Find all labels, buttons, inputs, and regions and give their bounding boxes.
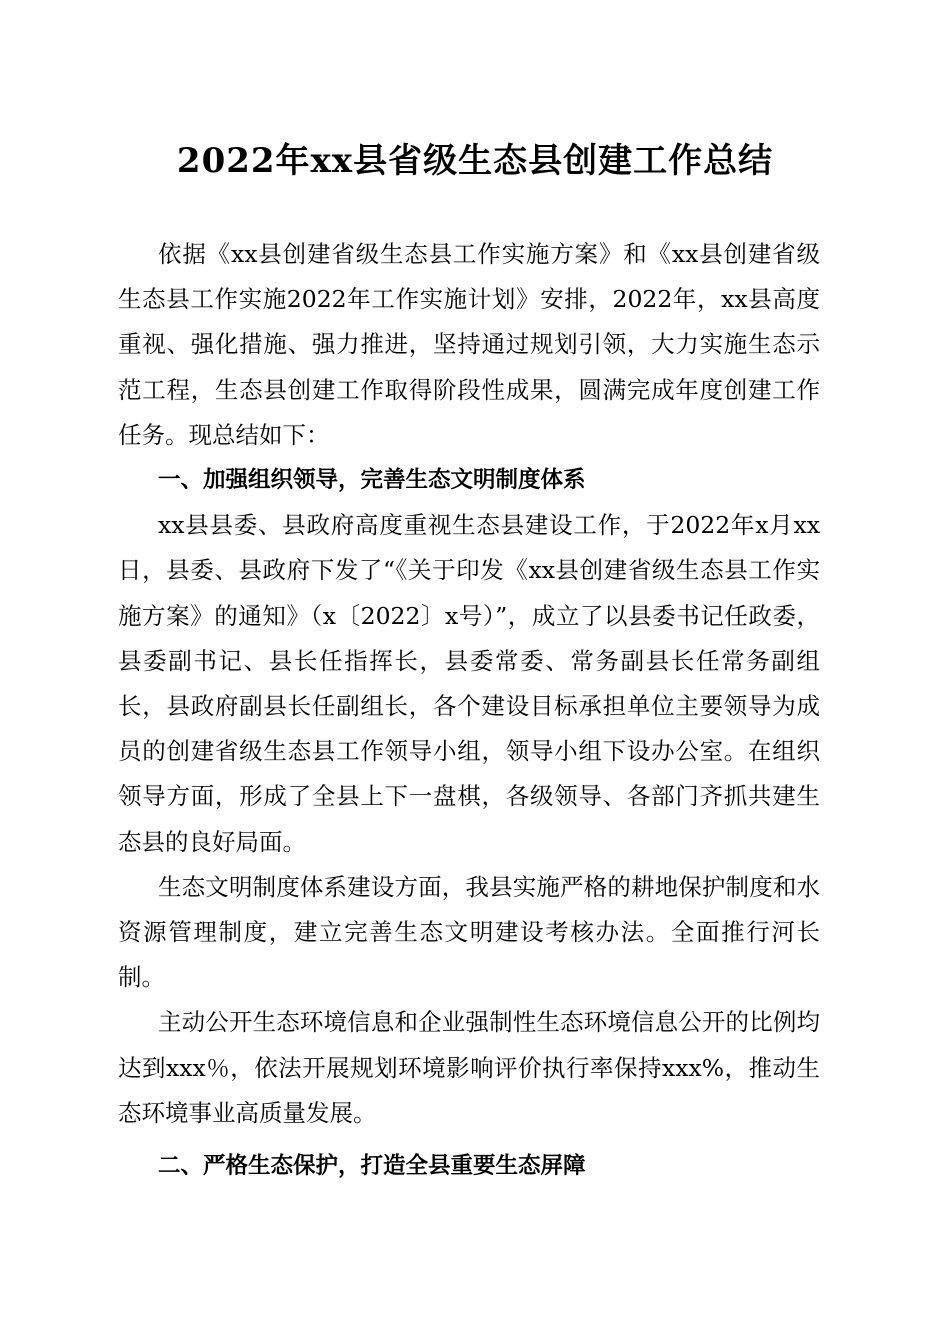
section1-paragraph-2: 生态文明制度体系建设方面，我县实施严格的耕地保护制度和水资源管理制度，建立完善生态文明建设考核办法。全面推行河长制。 xyxy=(118,872,820,992)
document-title: 2022年xx县省级生态县创建工作总结 xyxy=(176,141,774,181)
intro-paragraph: 依据《xx县创建省级生态县工作实施方案》和《xx县创建省级生态县工作实施2022年工作实施计划》安排，2022年，xx县高度重视、强化措施、强力推进，坚持通过规划引领，大力实施生态示范工程，生态县创建工作取得阶段性成果，圆满完成年度创建工作任务。现总结如下： xyxy=(118,240,820,449)
section-heading-1: 一、加强组织领导，完善生态文明制度体系 xyxy=(158,467,586,494)
document-body xyxy=(118,232,820,1189)
section1-paragraph-3: 主动公开生态环境信息和企业强制性生态环境信息公开的比例均达到xxx％，依法开展规划环境影响评价执行率保持xxx%，推动生态环境事业高质量发展。 xyxy=(118,1008,820,1127)
section1-paragraph-1: xx县县委、县政府高度重视生态县建设工作，于2022年x月xx日，县委、县政府下发了“《关于印发《xx县创建省级生态县工作实施方案》的通知》（x〔2022〕x号）”，成立了以县委书记任政委，县委副书记、县长任指挥长，县委常委、常务副县长任常务副组长，县政府副县长任副组长，各个建设目标承担单位主要领导为成员的创建省级生态县工作领导小组，领导小组下设办公室。在组织领导方面，形成了全县上下一盘棋，各级领导、各部门齐抓共建生态县的良好局面。 xyxy=(118,511,820,856)
section-heading-2: 二、严格生态保护，打造全县重要生态屏障 xyxy=(158,1153,586,1180)
